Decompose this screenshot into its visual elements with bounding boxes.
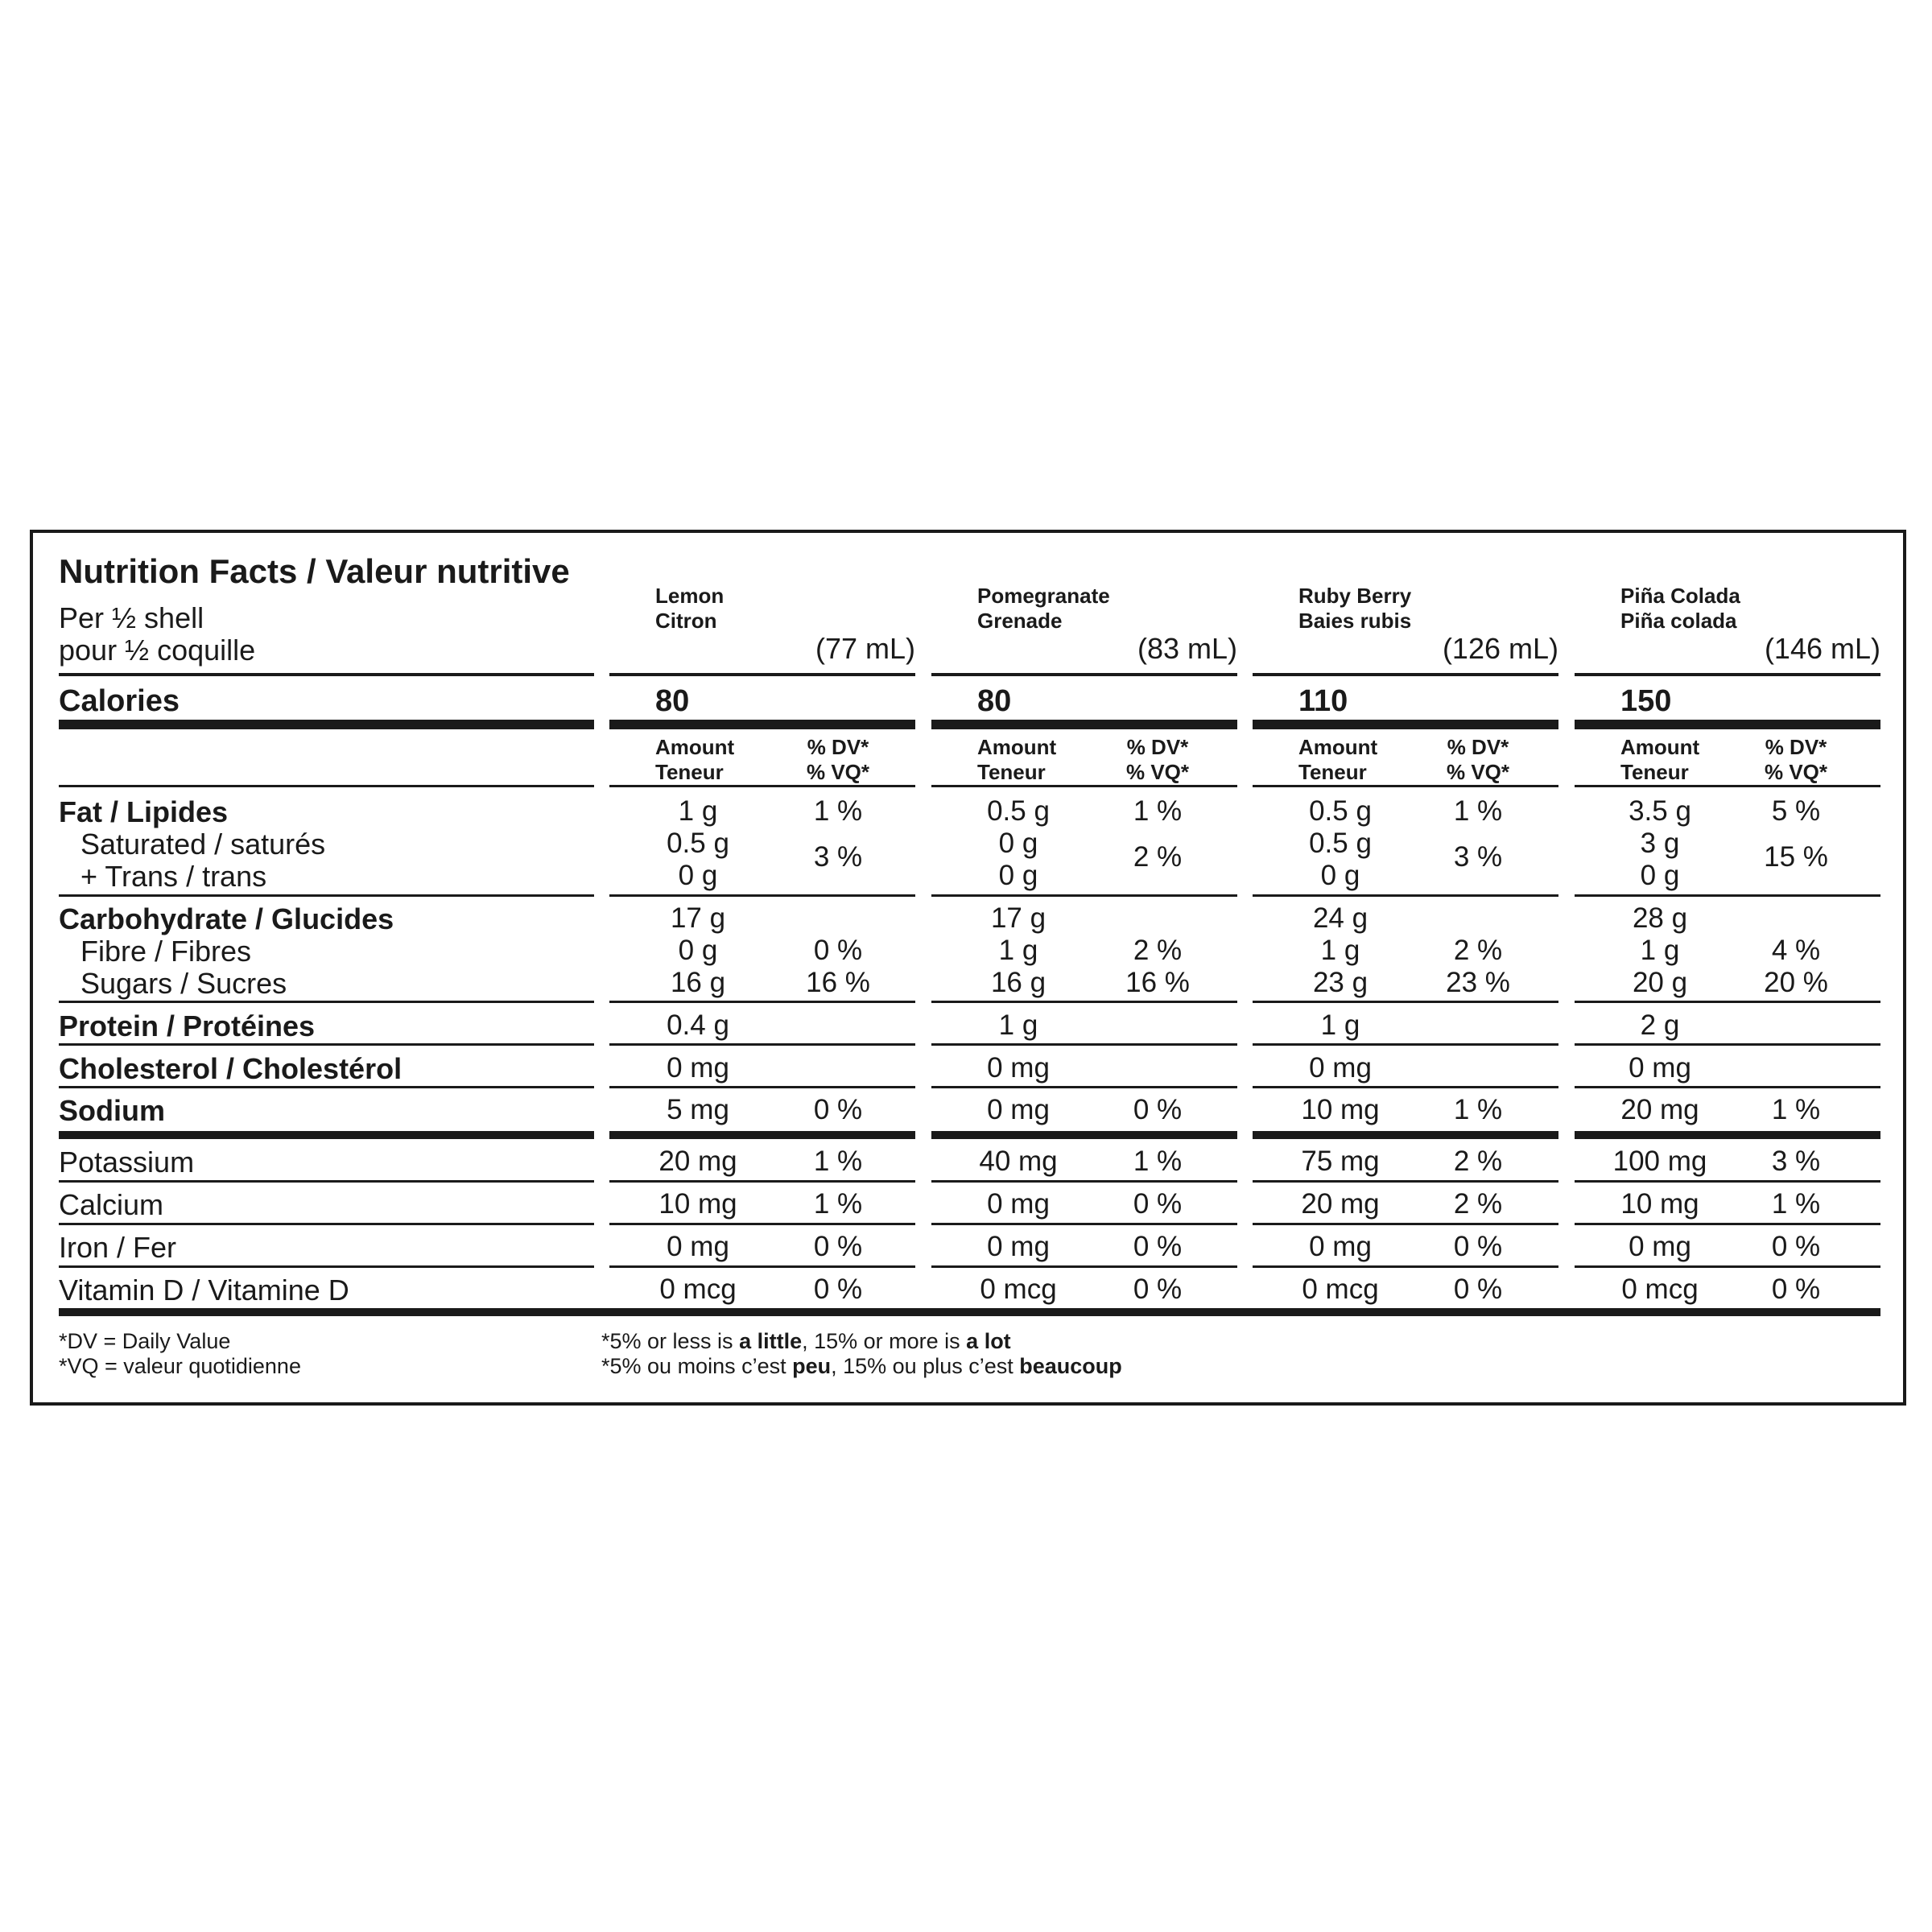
nutrient-label-trans: + Trans / trans [80, 860, 267, 893]
product-name-fr: Citron [655, 609, 717, 633]
row-rule-col [609, 1043, 915, 1046]
dv-value: 2 % [1133, 935, 1183, 966]
amount-value: 20 mg [658, 1146, 737, 1177]
footnote-text: *5% or less is [601, 1329, 740, 1353]
amount-value: 0.5 g [1309, 828, 1372, 859]
footnote-guide-en [601, 1329, 1011, 1354]
dv-value: 16 % [806, 967, 870, 998]
amount-value: 0 g [1320, 860, 1360, 891]
amount-value: 17 g [670, 902, 726, 934]
amount-header-en: Amount [977, 735, 1057, 759]
row-rule-label [59, 1180, 594, 1183]
amount-value: 23 g [1312, 967, 1368, 998]
dv-value: 0 % [1771, 1274, 1821, 1305]
nutrient-label-potassium: Potassium [59, 1146, 195, 1179]
amount-value: 10 mg [1620, 1188, 1699, 1220]
row-rule-col [1253, 785, 1558, 787]
dv-value: 3 % [1771, 1146, 1821, 1177]
calories-rule-label [59, 720, 594, 729]
footnote-emphasis: a little [739, 1329, 803, 1353]
dv-value: 1 % [813, 795, 863, 827]
amount-value: 0 mg [667, 1052, 729, 1084]
dv-value: 1 % [1133, 1146, 1183, 1177]
serving-size-en: Per ½ shell [59, 601, 204, 634]
nutrient-label-carbohydrate: Carbohydrate / Glucides [59, 902, 394, 935]
nutrient-label-fat: Fat / Lipides [59, 795, 229, 828]
amount-value: 3 g [1640, 828, 1680, 859]
amount-header-fr: Teneur [655, 760, 724, 784]
footnote-guide-fr [601, 1354, 1122, 1379]
amount-value: 0 mg [987, 1052, 1050, 1084]
row-rule-col [931, 785, 1237, 787]
row-rule-col [1575, 1180, 1880, 1183]
product-name-fr: Grenade [977, 609, 1063, 633]
dv-value: 1 % [1771, 1094, 1821, 1125]
amount-value: 0 g [998, 828, 1038, 859]
product-volume: (146 mL) [1764, 632, 1880, 665]
dv-value-sat-trans: 15 % [1764, 841, 1828, 873]
header-rule-col [1575, 673, 1880, 676]
amount-value: 0 mcg [1621, 1274, 1699, 1305]
row-rule-label [59, 785, 594, 787]
footnote-dv: *DV = Daily Value [59, 1329, 231, 1353]
dv-value: 0 % [1133, 1231, 1183, 1262]
amount-value: 0.5 g [1309, 795, 1372, 827]
header-rule-col [609, 673, 915, 676]
product-volume: (126 mL) [1442, 632, 1558, 665]
nutrient-label-calcium: Calcium [59, 1188, 164, 1221]
amount-value: 0 mg [987, 1188, 1050, 1220]
calories-value: 110 [1298, 684, 1348, 718]
calories-label: Calories [59, 684, 180, 718]
footnote-emphasis: a lot [966, 1329, 1011, 1353]
calories-rule-col [609, 720, 915, 729]
amount-value: 1 g [998, 935, 1038, 966]
row-rule-label [59, 1086, 594, 1088]
product-name-en: Pomegranate [977, 584, 1110, 608]
dv-value: 0 % [1133, 1274, 1183, 1305]
dv-value: 0 % [813, 935, 863, 966]
amount-header-en: Amount [1298, 735, 1378, 759]
calories-value: 80 [977, 684, 1012, 718]
calories-value: 150 [1620, 684, 1672, 718]
product-name-en: Lemon [655, 584, 724, 608]
dv-value: 0 % [1133, 1188, 1183, 1220]
row-rule-label [59, 894, 594, 897]
amount-value: 3.5 g [1629, 795, 1691, 827]
dv-value: 2 % [1453, 1188, 1503, 1220]
calories-rule-col [1575, 720, 1880, 729]
product-name-en: Ruby Berry [1298, 584, 1412, 608]
header-rule-col [931, 673, 1237, 676]
row-rule-col [931, 1086, 1237, 1088]
amount-value: 0 mg [1629, 1052, 1691, 1084]
amount-value: 16 g [670, 967, 726, 998]
amount-value: 1 g [678, 795, 718, 827]
dv-header-en: % DV* [1447, 735, 1509, 759]
row-rule-col [931, 1043, 1237, 1046]
amount-value: 1 g [1320, 935, 1360, 966]
dv-value: 16 % [1125, 967, 1190, 998]
sodium-rule-col [1575, 1131, 1880, 1139]
row-rule-col [609, 1223, 915, 1225]
amount-value: 0 mg [987, 1094, 1050, 1125]
row-rule-col [1575, 1001, 1880, 1003]
product-volume: (77 mL) [815, 632, 915, 665]
amount-header-en: Amount [655, 735, 735, 759]
dv-header-fr: % VQ* [1446, 760, 1510, 784]
dv-value: 1 % [1453, 795, 1503, 827]
header-rule-label [59, 673, 594, 676]
row-rule-col [1575, 1265, 1880, 1268]
row-rule-col [609, 1265, 915, 1268]
row-rule-col [1253, 1001, 1558, 1003]
amount-value: 0 mg [667, 1231, 729, 1262]
dv-value: 0 % [813, 1094, 863, 1125]
amount-value: 17 g [990, 902, 1046, 934]
amount-value: 75 mg [1301, 1146, 1380, 1177]
row-rule-col [609, 1001, 915, 1003]
dv-value: 1 % [1771, 1188, 1821, 1220]
nutrient-label-sodium: Sodium [59, 1094, 165, 1127]
row-rule-col [931, 1001, 1237, 1003]
row-rule-col [1253, 1043, 1558, 1046]
row-rule-col [1575, 785, 1880, 787]
calories-value: 80 [655, 684, 690, 718]
dv-value: 4 % [1771, 935, 1821, 966]
dv-value-sat-trans: 3 % [813, 841, 863, 873]
product-name-en: Piña Colada [1620, 584, 1740, 608]
header-rule-col [1253, 673, 1558, 676]
dv-value: 1 % [813, 1146, 863, 1177]
panel-title: Nutrition Facts / Valeur nutritive [59, 552, 570, 590]
dv-value-sat-trans: 2 % [1133, 841, 1183, 873]
amount-value: 10 mg [658, 1188, 737, 1220]
nutrient-label-fibre: Fibre / Fibres [80, 935, 252, 968]
amount-value: 2 g [1640, 1009, 1680, 1041]
footnote-emphasis: peu [792, 1354, 832, 1378]
amount-value: 0 mg [1629, 1231, 1691, 1262]
amount-value: 0 g [998, 860, 1038, 891]
dv-value: 0 % [1133, 1094, 1183, 1125]
amount-value: 5 mg [667, 1094, 729, 1125]
amount-value: 1 g [1640, 935, 1680, 966]
dv-header-fr: % VQ* [1125, 760, 1190, 784]
calories-rule-col [931, 720, 1237, 729]
row-rule-label [59, 1223, 594, 1225]
amount-value: 100 mg [1612, 1146, 1707, 1177]
row-rule-col [931, 1265, 1237, 1268]
dv-value: 1 % [1453, 1094, 1503, 1125]
row-rule-label [59, 1265, 594, 1268]
dv-header-en: % DV* [1765, 735, 1827, 759]
row-rule-col [931, 1180, 1237, 1183]
amount-value: 0 mg [1309, 1231, 1372, 1262]
amount-value: 20 g [1632, 967, 1688, 998]
dv-header-en: % DV* [1126, 735, 1189, 759]
row-rule-col [1253, 1086, 1558, 1088]
row-rule-col [931, 1223, 1237, 1225]
sodium-rule-col [609, 1131, 915, 1139]
dv-value: 5 % [1771, 795, 1821, 827]
amount-header-fr: Teneur [977, 760, 1046, 784]
amount-header-fr: Teneur [1298, 760, 1367, 784]
row-rule-col [1253, 1223, 1558, 1225]
row-rule-col [1575, 1043, 1880, 1046]
row-rule-col [1575, 1086, 1880, 1088]
footnote-text: *5% ou moins c’est [601, 1354, 793, 1378]
amount-value: 0 g [678, 860, 718, 891]
serving-size-fr: pour ½ coquille [59, 634, 256, 667]
dv-value: 23 % [1446, 967, 1510, 998]
sodium-rule-col [1253, 1131, 1558, 1139]
product-volume: (83 mL) [1137, 632, 1237, 665]
row-rule-col [1253, 1180, 1558, 1183]
amount-value: 0 mg [1309, 1052, 1372, 1084]
amount-value: 10 mg [1301, 1094, 1380, 1125]
dv-value: 1 % [813, 1188, 863, 1220]
nutrient-label-saturated: Saturated / saturés [80, 828, 326, 861]
amount-value: 0.4 g [667, 1009, 729, 1041]
amount-value: 0 g [1640, 860, 1680, 891]
amount-value: 0.5 g [987, 795, 1050, 827]
amount-value: 0 mcg [1302, 1274, 1379, 1305]
dv-value: 0 % [1453, 1274, 1503, 1305]
amount-value: 20 mg [1301, 1188, 1380, 1220]
amount-value: 20 mg [1620, 1094, 1699, 1125]
dv-value: 1 % [1133, 795, 1183, 827]
amount-value: 40 mg [979, 1146, 1058, 1177]
amount-value: 0 mcg [659, 1274, 737, 1305]
amount-value: 0.5 g [667, 828, 729, 859]
row-rule-col [1253, 1265, 1558, 1268]
row-rule-label [59, 1043, 594, 1046]
dv-value: 2 % [1453, 1146, 1503, 1177]
row-rule-col [931, 894, 1237, 897]
row-rule-col [609, 894, 915, 897]
dv-value: 0 % [813, 1274, 863, 1305]
amount-value: 1 g [1320, 1009, 1360, 1041]
row-rule-col [609, 785, 915, 787]
nutrient-label-vitamin-d: Vitamin D / Vitamine D [59, 1274, 349, 1307]
amount-value: 0 mg [987, 1231, 1050, 1262]
amount-header-fr: Teneur [1620, 760, 1689, 784]
dv-value: 2 % [1453, 935, 1503, 966]
nutrient-label-protein: Protein / Protéines [59, 1009, 316, 1042]
amount-header-en: Amount [1620, 735, 1700, 759]
sodium-rule-col [931, 1131, 1237, 1139]
dv-value: 0 % [1771, 1231, 1821, 1262]
amount-value: 1 g [998, 1009, 1038, 1041]
amount-value: 16 g [990, 967, 1046, 998]
row-rule-col [1575, 894, 1880, 897]
product-name-fr: Piña colada [1620, 609, 1737, 633]
sodium-rule-label [59, 1131, 594, 1139]
bottom-rule [59, 1308, 1880, 1316]
row-rule-label [59, 1001, 594, 1003]
dv-header-en: % DV* [807, 735, 869, 759]
row-rule-col [1253, 894, 1558, 897]
nutrient-label-sugars: Sugars / Sucres [80, 967, 287, 1000]
dv-header-fr: % VQ* [1764, 760, 1828, 784]
footnote-text: , 15% ou plus c’est [831, 1354, 1020, 1378]
amount-value: 24 g [1312, 902, 1368, 934]
dv-value: 0 % [813, 1231, 863, 1262]
nutrient-label-iron: Iron / Fer [59, 1231, 177, 1264]
dv-header-fr: % VQ* [806, 760, 870, 784]
row-rule-col [609, 1180, 915, 1183]
dv-value: 0 % [1453, 1231, 1503, 1262]
amount-value: 0 mcg [980, 1274, 1057, 1305]
footnote-text: , 15% or more is [802, 1329, 967, 1353]
footnote-emphasis: beaucoup [1019, 1354, 1122, 1378]
dv-value-sat-trans: 3 % [1453, 841, 1503, 873]
calories-rule-col [1253, 720, 1558, 729]
dv-value: 20 % [1764, 967, 1828, 998]
footnote-vq: *VQ = valeur quotidienne [59, 1354, 301, 1378]
nutrient-label-cholesterol: Cholesterol / Cholestérol [59, 1052, 402, 1085]
amount-value: 28 g [1632, 902, 1688, 934]
amount-value: 0 g [678, 935, 718, 966]
row-rule-col [1575, 1223, 1880, 1225]
row-rule-col [609, 1086, 915, 1088]
product-name-fr: Baies rubis [1298, 609, 1412, 633]
